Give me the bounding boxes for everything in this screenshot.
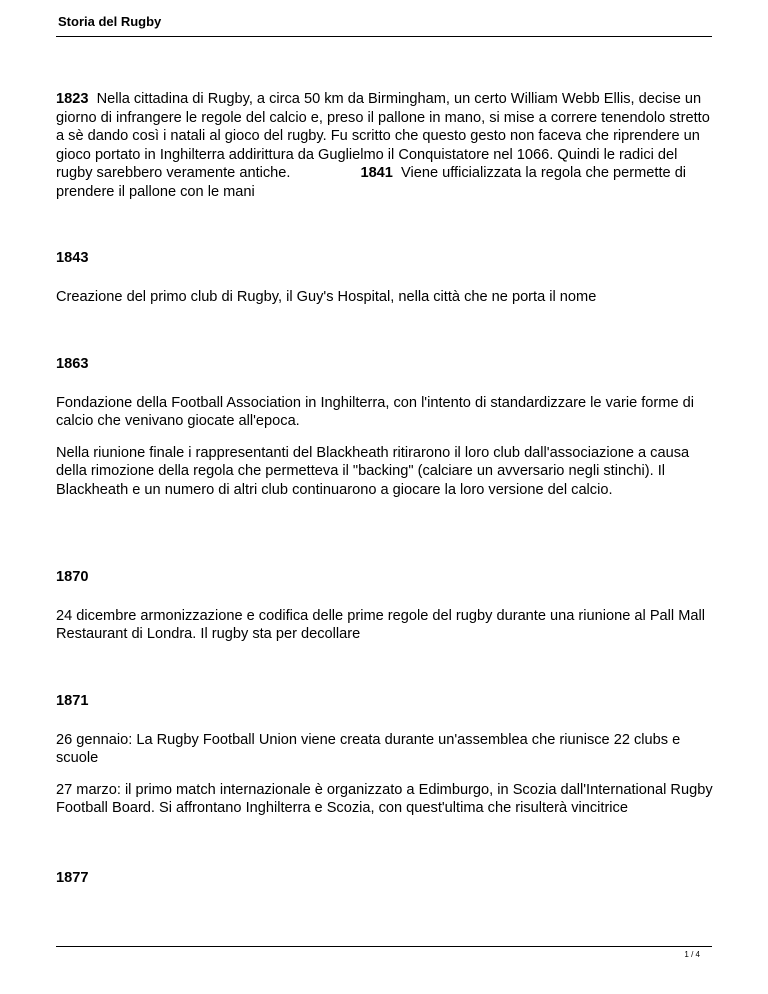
section-1843 [56,249,716,306]
section-1863 [56,355,716,500]
section-paragraph: Creazione del primo club di Rugby, il Guy's Hospital, nella città che ne porta il nome [56,288,597,305]
section-year: 1870 [56,569,89,585]
section-paragraph: Nella riunione finale i rappresentanti del Blackheath ritirarono il loro club dall'associazione a causa della rimozione della regola che permetteva il "backing" (calciare un avversario negli stinchi). Il Blackheath e un numero di altri club continuarono a giocare la loro versione del calcio. [56,444,690,498]
intro-paragraph [56,90,716,202]
text-1841: Viene ufficializzata la regola che permette di prendere il pallone con le mani [56,165,687,200]
page-number: 1 / 4 [684,950,700,959]
section-1877 [56,869,716,888]
section-year: 1843 [56,250,89,266]
section-paragraph: 27 marzo: il primo match internazionale è organizzato a Edimburgo, in Scozia dall'International Rugby Football Board. Si affrontano Inghilterra e Scozia, con quest'ultima che risulterà vincitrice [56,781,713,817]
section-year: 1877 [56,870,89,886]
document-title: Storia del Rugby [58,14,162,29]
section-paragraph: 24 dicembre armonizzazione e codifica delle prime regole del rugby durante una riunione al Pall Mall Restaurant di Londra. Il rugby sta per decollare [56,607,705,643]
text-1823: Nella cittadina di Rugby, a circa 50 km da Birmingham, un certo William Webb Ellis, decise un giorno di infrangere le regole del calcio e, preso il pallone in mano, si mise a correre tenendolo stretto a sè dando così i natali al gioco del rugby. Fu scritto che questo gesto non faceva che riprendere un gioco portato in Inghilterra addirittura da Guglielmo il Conquistatore nel 1066. Quindi le radici del rugby sarebbero veramente antiche. [56,91,710,182]
section-year: 1871 [56,693,89,709]
section-1871 [56,692,716,818]
year-1823: 1823 [56,91,89,107]
page-header [56,12,712,37]
section-year: 1863 [56,356,89,372]
section-paragraph: 26 gennaio: La Rugby Football Union viene creata durante un'assemblea che riunisce 22 clubs e scuole [56,731,681,767]
year-1841: 1841 [360,165,393,182]
section-paragraph: Fondazione della Football Association in Inghilterra, con l'intento di standardizzare le varie forme di calcio che venivano giocate all'epoca. [56,394,694,430]
page-footer [56,946,712,959]
intro-block [56,90,716,202]
section-1870 [56,568,716,644]
